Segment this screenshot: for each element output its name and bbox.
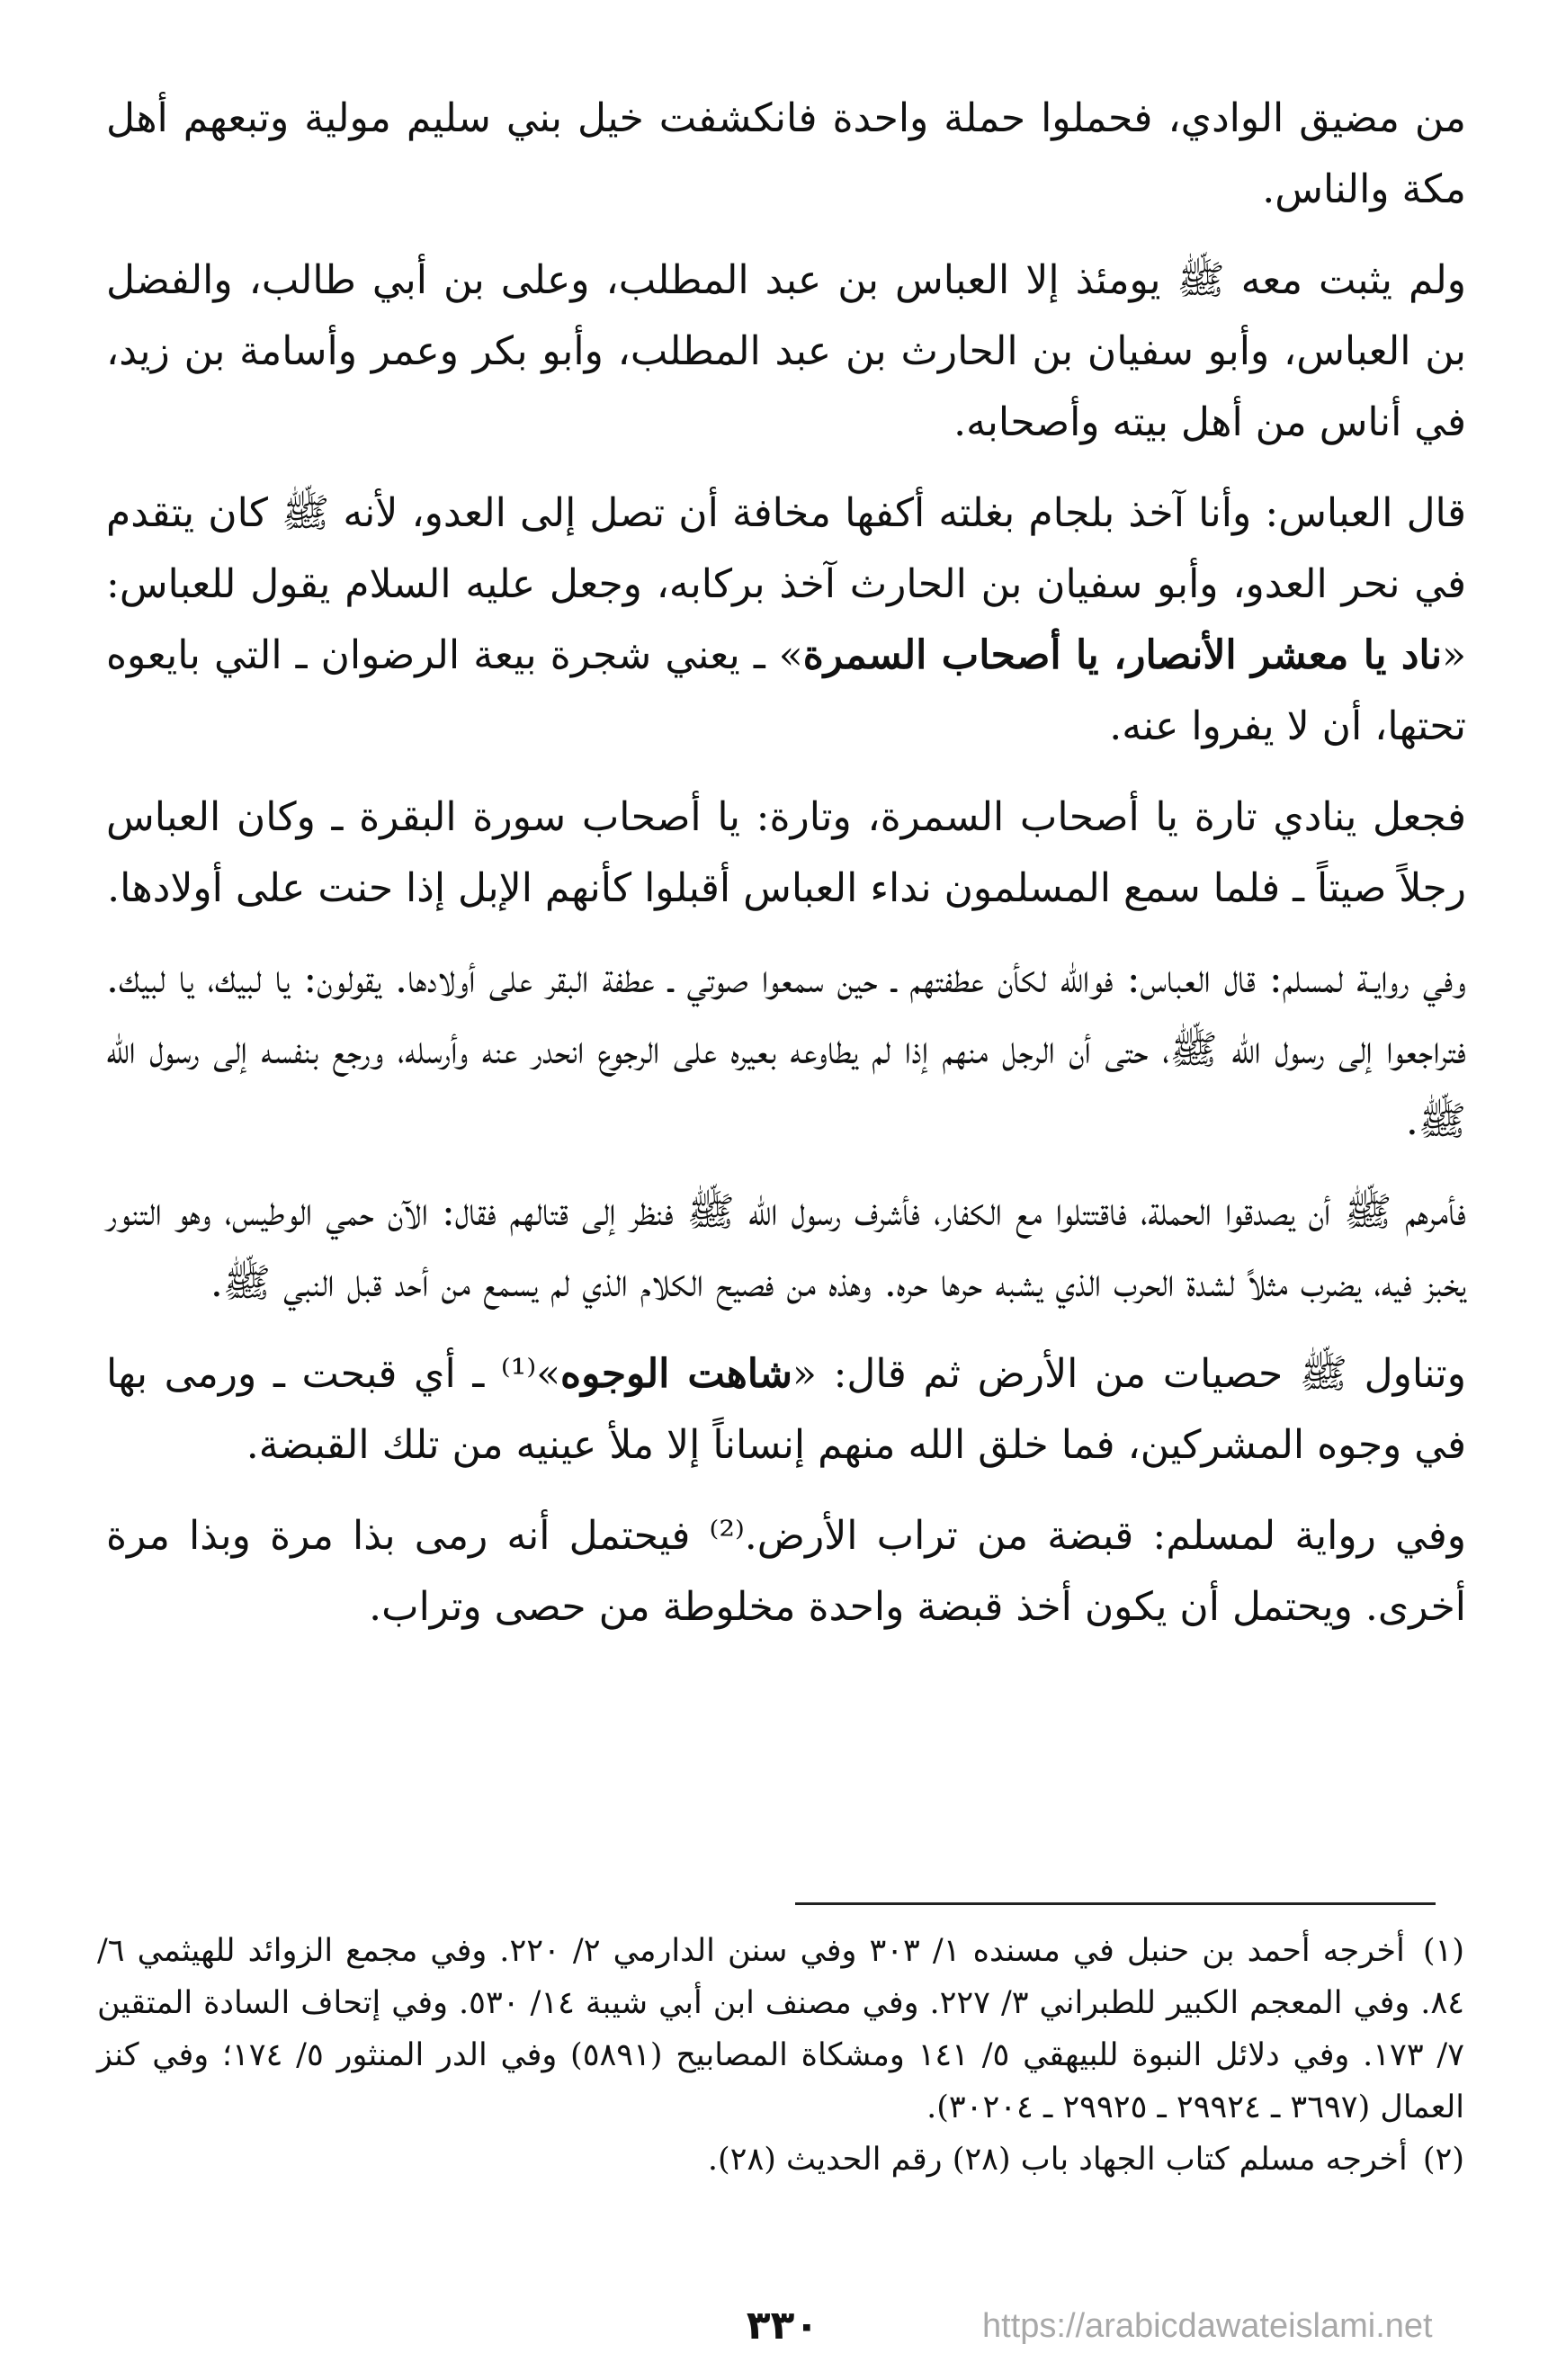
paragraph-text: ولم يثبت معه ﷺ يومئذ إلا العباس بن عبد المطلب، وعلى بن أبي طالب، والفضل بن العباس، وأبو سفيان بن الحارث بن عبد المطلب، وأبو بكر وعمر وأسامة بن زيد، في أناس من أهل بيته وأصحابه. <box>106 257 1466 445</box>
footnote-text: أخرجه أحمد بن حنبل في مسنده ١/ ٣٠٣ وفي سنن الدارمي ٢/ ٢٢٠. وفي مجمع الزوائد للهيثمي ٦/ ٨٤. وفي المعجم الكبير للطبراني ٣/ ٢٢٧. وفي مصنف ابن أبي شيبة ١٤/ ٥٣٠. وفي إتحاف السادة المتقين ٧/ ١٧٣. وفي دلائل النبوة للبيهقي ٥/ ١٤١ ومشكاة المصابيح (٥٨٩١) وفي الدر المنثور ٥/ ١٧٤؛ وفي كنز العمال (٣٦٩٧ ـ ٢٩٩٢٤ ـ ٢٩٩٢٥ ـ ٣٠٢٠٤). <box>97 1933 1465 2125</box>
paragraph-text: » ـ يعني شجرة بيعة الرضوان ـ التي بايعوه تحتها، أن لا يفروا عنه. <box>106 632 1466 749</box>
bold-quote: ناد يا معشر الأنصار، يا أصحاب السمرة <box>802 632 1443 678</box>
main-text <box>106 83 1466 1662</box>
footnote-number: (٢) <box>1422 2142 1464 2178</box>
paragraph-text: وفي رواية لمسلم: قبضة من تراب الأرض.⁽²⁾ فيحتمل أنه رمى بذا مرة وبذا مرة أخرى. ويحتمل أن يكون أخذ قبضة واحدة مخلوطة من حصى وتراب. <box>106 1513 1466 1630</box>
paragraph-text: فجعل ينادي تارة يا أصحاب السمرة، وتارة: يا أصحاب سورة البقرة ـ وكان العباس رجلاً صيتاً ـ فلما سمع المسلمون نداء العباس أقبلوا كأنهم الإبل إذا حنت على أولادها. <box>106 794 1466 911</box>
paragraph-3 <box>106 478 1466 762</box>
footnote-number: (١) <box>1422 1933 1464 1969</box>
paragraph-8 <box>106 1500 1466 1642</box>
page-number: ٣٣٠ <box>746 2303 819 2349</box>
footnote-1 <box>97 1925 1464 2134</box>
paragraph-7 <box>106 1338 1466 1481</box>
paragraph-6 <box>106 1177 1466 1319</box>
footnotes <box>97 1925 1464 2186</box>
paragraph-text: من مضيق الوادي، فحملوا حملة واحدة فانكشفت خيل بني سليم مولية وتبعهم أهل مكة والناس. <box>106 95 1466 212</box>
paragraph-5 <box>106 944 1466 1157</box>
footnote-divider <box>795 1902 1436 1905</box>
paragraph-text: وفي روايـة لمسلم: قال العباس: فوالله لكأن عطفتهم ـ حين سمعوا صوتي ـ عطفة البقر على أولادها. يقولون: يا لبيك، يا لبيك. فتراجعوا إلى رسول الله ﷺ، حتى أن الرجل منهم إذا لم يطاوعه بعيره على الرجوع انحدر عنه وأرسله، ورجع بنفسه إلى رسول الله ﷺ. <box>106 956 1466 1144</box>
paragraph-text: »⁽¹⁾ ـ أي قبحت ـ ورمى بها في وجوه المشركين، فما خلق الله منهم إنساناً إلا ملأ عينيه من تلك القبضة. <box>106 1351 1466 1468</box>
footnote-text: أخرجه مسلم كتاب الجهاد باب (٢٨) رقم الحديث (٢٨). <box>707 2142 1408 2178</box>
paragraph-4 <box>106 782 1466 924</box>
paragraph-text: وتناول ﷺ حصيات من الأرض ثم قال: « <box>792 1351 1467 1397</box>
paragraph-1 <box>106 83 1466 225</box>
footnote-2 <box>97 2134 1464 2186</box>
watermark-url: https://arabicdawateislami.net <box>982 2307 1433 2345</box>
paragraph-text: قال العباس: وأنا آخذ بلجام بغلته أكفها مخافة أن تصل إلى العدو، لأنه ﷺ كان يتقدم في نحر العدو، وأبو سفيان بن الحارث آخذ بركابه، وجعل عليه السلام يقول للعباس: « <box>106 490 1467 678</box>
paragraph-text: فأمرهم ﷺ أن يصدقوا الحملة، فاقتتلوا مع الكفار، فأشرف رسول الله ﷺ فنظر إلى قتالهم فقال: الآن حمي الوطيس، وهو التنور يخبز فيه، يضرب مثلاً لشدة الحرب الذي يشبه حرها حره. وهذه من فصيح الكلام الذي لم يسمع من أحد قبل النبي ﷺ. <box>106 1189 1466 1306</box>
bold-quote: شاهت الوجوه <box>560 1351 793 1397</box>
paragraph-2 <box>106 245 1466 458</box>
